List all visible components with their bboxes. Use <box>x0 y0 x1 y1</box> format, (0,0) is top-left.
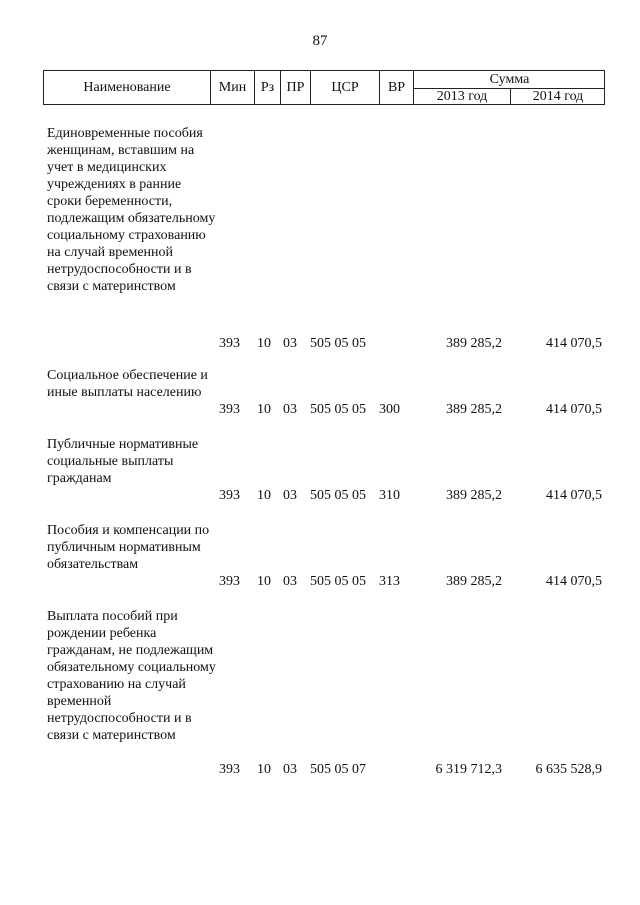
header-sum: Сумма <box>489 71 530 87</box>
row-csr: 505 05 05 <box>310 402 366 417</box>
header-year-2014: 2014 год <box>510 88 605 104</box>
row-name: Пособия и компенсации по публичным нормативным обязательствам <box>47 523 210 572</box>
row-2013: 389 285,2 <box>446 402 502 417</box>
row-2014: 414 070,5 <box>546 402 602 417</box>
header-name: Наименование <box>83 79 171 95</box>
table-row <box>0 367 640 418</box>
row-2013: 389 285,2 <box>446 336 502 351</box>
row-csr: 505 05 07 <box>310 762 366 777</box>
row-2013: 389 285,2 <box>446 574 502 589</box>
row-name: Публичные нормативные социальные выплаты гражданам <box>47 437 199 486</box>
row-pr: 03 <box>283 402 297 417</box>
row-vr: 313 <box>379 574 400 589</box>
row-pr: 03 <box>283 336 297 351</box>
page-number: 87 <box>312 33 328 49</box>
header-pr: ПР <box>280 71 310 104</box>
row-rz: 10 <box>257 574 271 589</box>
row-vr: 310 <box>379 488 400 503</box>
row-rz: 10 <box>257 336 271 351</box>
row-name: Единовременные пособия женщинам, вставшим на учет в медицинских учреждениях в ранние сроки беременности, подлежащим обязательному социальному страхованию на случай временной нетрудоспособности и в связи с материнством <box>47 126 216 294</box>
row-vr: 300 <box>379 402 400 417</box>
row-pr: 03 <box>283 574 297 589</box>
row-pr: 03 <box>283 762 297 777</box>
row-csr: 505 05 05 <box>310 488 366 503</box>
row-rz: 10 <box>257 762 271 777</box>
row-rz: 10 <box>257 488 271 503</box>
header-rz: Рз <box>254 71 280 104</box>
row-2014: 414 070,5 <box>546 336 602 351</box>
row-min: 393 <box>219 574 240 589</box>
row-min: 393 <box>219 402 240 417</box>
header-year-2013: 2013 год <box>414 88 510 104</box>
row-min: 393 <box>219 488 240 503</box>
row-min: 393 <box>219 336 240 351</box>
row-rz: 10 <box>257 402 271 417</box>
table-row <box>0 436 640 504</box>
row-pr: 03 <box>283 488 297 503</box>
row-2014: 414 070,5 <box>546 574 602 589</box>
table-row <box>0 522 640 590</box>
table-row <box>0 125 640 352</box>
table-row <box>0 608 640 778</box>
header-min: Мин <box>210 71 254 104</box>
row-2014: 414 070,5 <box>546 488 602 503</box>
row-min: 393 <box>219 762 240 777</box>
row-2013: 389 285,2 <box>446 488 502 503</box>
row-csr: 505 05 05 <box>310 574 366 589</box>
table-header <box>43 70 605 105</box>
header-sum-block <box>413 71 604 104</box>
row-name: Социальное обеспечение и иные выплаты населению <box>47 368 208 400</box>
row-name: Выплата пособий при рождении ребенка гражданам, не подлежащим обязательному социальному страхованию на случай временной нетрудоспособности и в связи с материнством <box>47 609 216 743</box>
header-csr: ЦСР <box>310 71 379 104</box>
row-2014: 6 635 528,9 <box>535 762 602 777</box>
row-csr: 505 05 05 <box>310 336 366 351</box>
header-vr: ВР <box>379 71 413 104</box>
row-2013: 6 319 712,3 <box>435 762 502 777</box>
